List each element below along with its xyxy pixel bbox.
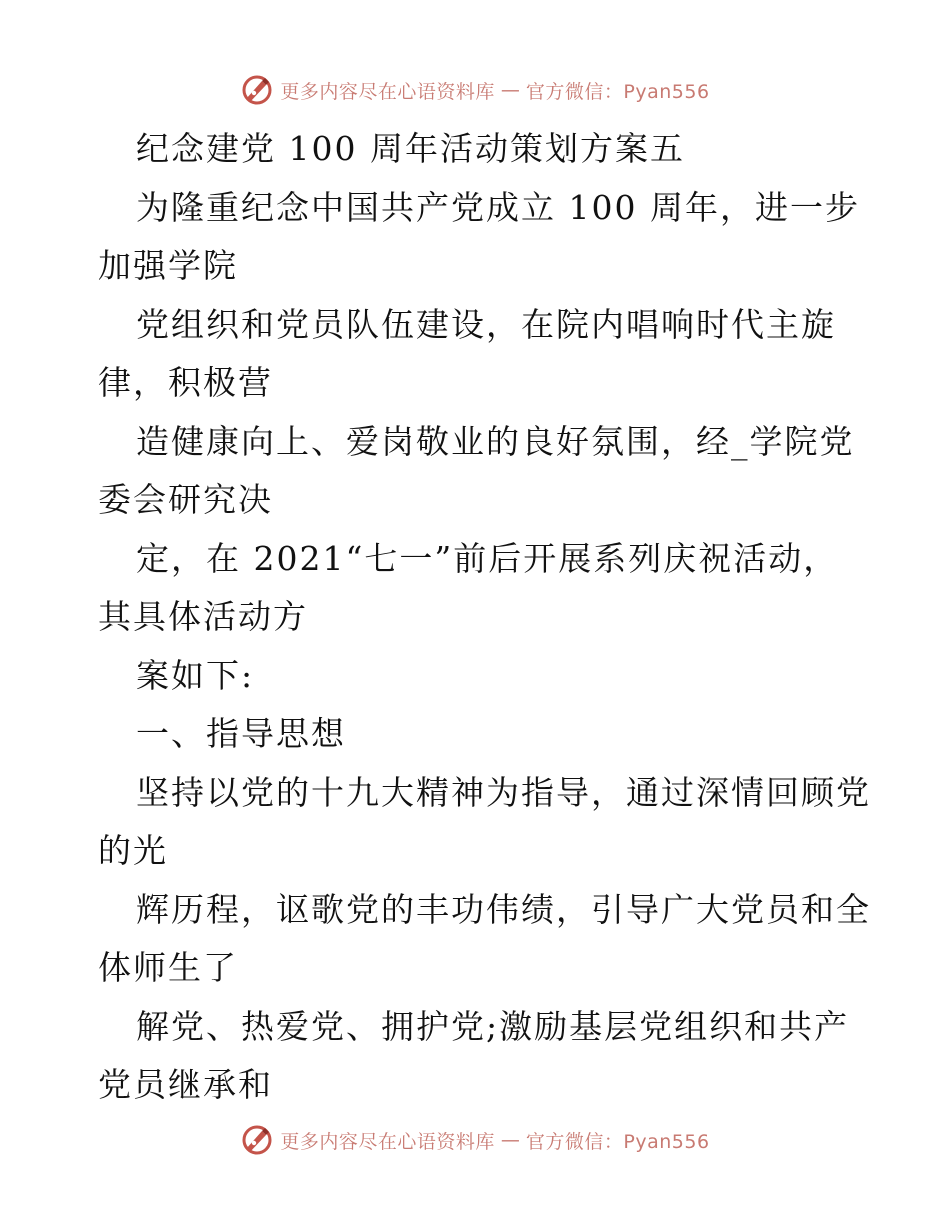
paragraph-line: 案如下: <box>136 655 255 695</box>
header-banner <box>0 70 950 110</box>
section-heading: 一、指导思想 <box>136 714 346 753</box>
pen-logo-icon <box>240 73 274 107</box>
paragraph-line: 为隆重纪念中国共产党成立 100 周年，进一步 <box>136 187 860 227</box>
header-banner-dash: — <box>500 79 520 101</box>
document-title: 纪念建党 100 周年活动策划方案五 <box>136 129 685 168</box>
paragraph-line: 党员继承和 <box>98 1065 273 1104</box>
footer-wechat-text: 官方微信：Pyan556 <box>525 1130 710 1153</box>
footer-banner <box>0 1120 950 1160</box>
footer-banner-text: 更多内容尽在心语资料库 <box>280 1130 495 1153</box>
paragraph-line: 解党、热爱党、拥护党;激励基层党组织和共产 <box>136 1006 850 1046</box>
paragraph-line: 造健康向上、爱岗敬业的良好氛围，经_学院党 <box>136 421 855 461</box>
paragraph-line: 的光 <box>98 831 168 870</box>
paragraph-line: 辉历程，讴歌党的丰功伟绩，引导广大党员和全 <box>136 889 871 929</box>
paragraph-line: 其具体活动方 <box>98 597 308 636</box>
footer-banner-dash: — <box>500 1129 520 1151</box>
paragraph-line: 加强学院 <box>98 246 238 285</box>
paragraph-line: 委会研究决 <box>98 480 273 519</box>
header-banner-text: 更多内容尽在心语资料库 <box>280 80 495 103</box>
header-banner-inner <box>240 73 709 107</box>
pen-logo-icon <box>240 1123 274 1157</box>
paragraph-line: 党组织和党员队伍建设，在院内唱响时代主旋 <box>136 304 836 344</box>
paragraph-line: 定，在 2021“七一”前后开展系列庆祝活动， <box>136 538 839 578</box>
footer-banner-inner <box>240 1123 709 1157</box>
document-body <box>98 120 871 1115</box>
paragraph-line: 律，积极营 <box>98 363 273 402</box>
header-wechat-text: 官方微信：Pyan556 <box>525 80 710 103</box>
paragraph-line: 体师生了 <box>98 948 238 987</box>
paragraph-line: 坚持以党的十九大精神为指导，通过深情回顾党 <box>136 772 871 812</box>
